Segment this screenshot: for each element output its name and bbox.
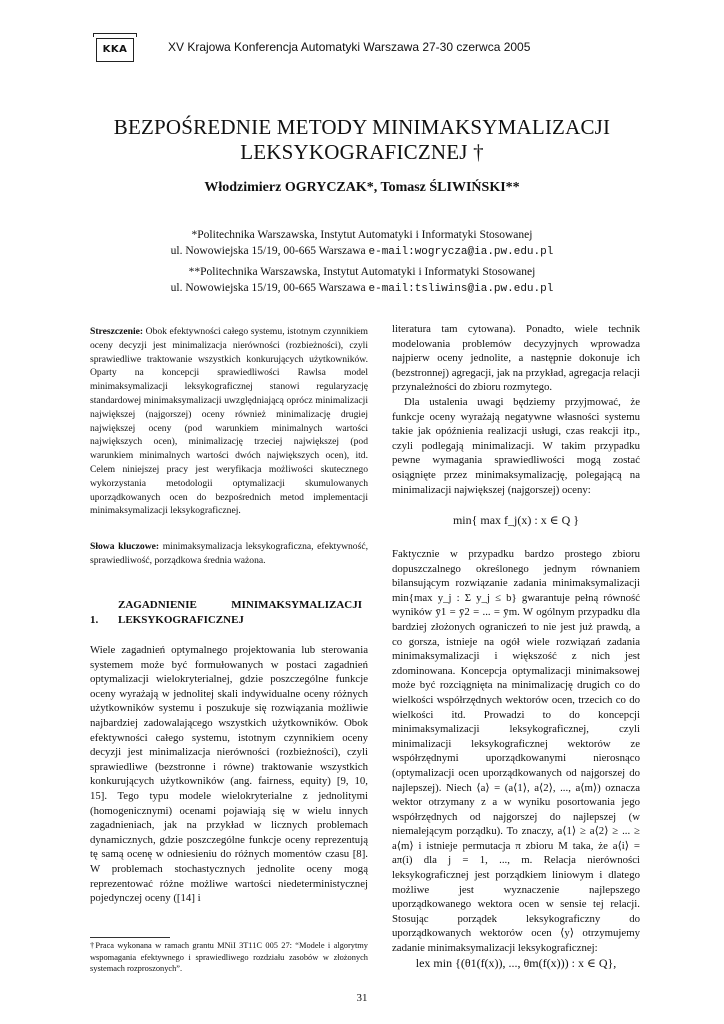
kka-logo bbox=[96, 38, 134, 62]
section-title: ZAGADNIENIE MINIMAKSYMALIZACJI LEKSYKOGRAFICZNEJ bbox=[118, 599, 362, 626]
section-number: 1. bbox=[90, 613, 99, 626]
body-right-paragraph-3: Faktycznie w przypadku bardzo prostego zbioru dopuszczalnego określonego jednym równaniem bilansującym rozwiązanie zadania minimaksymalizacji min{max y_j : Σ y_j ≤ b} gwarantuje pełną równość wyników ȳ1 = ȳ2 = ... = ȳm. W ogólnym przypadku dla bardziej złożonych ograniczeń to nie jest już prawdą, a co gorsza, istnieje na ogół wiele rozwiązań zadania minimaksymalizacji i większość z nich jest zdominowana. Koncepcja optymalizacji minimaksowej może być rozciągnięta na minimalizację drugich co do wielkości współrzędnych wektorów ocen, trzecich co do wielkości itd. Prowadzi to do koncepcji minimaksymalizacji leksykograficznej, czyli minimalizacji leksykograficznej wektorów ze współrzędnymi uporządkowanymi nierosnąco (optymalizacji ocen uporządkowanych od najgorszej do najlepszej). Niech ⟨a⟩ = (a⟨1⟩, a⟨2⟩, ..., a⟨m⟩) oznacza wektor otrzymany z a w wyniku posortowania jego współrzędnych od najgorszej do najlepszej (w niemalejącym porządku). To znaczy, a⟨1⟩ ≥ a⟨2⟩ ≥ ... ≥ a⟨m⟩ i istnieje permutacja π zbioru M taka, że a⟨i⟩ = aπ(i) dla j = 1, ..., m. Relacja nierówności leksykograficznej jest porządkiem liniowym i dlatego możliwe jest wyznaczenie najlepszego uporządkowanego wektora ocen w sensie tej relacji. Stosując porządek leksykograficzny do uporządkowanych wektorów ocen ⟨y⟩ otrzymujemy zadanie minimaksymalizacji leksykograficznej: bbox=[392, 548, 640, 955]
paper-title bbox=[0, 115, 724, 165]
affiliation-1-institution: *Politechnika Warszawska, Instytut Automatyki i Informatyki Stosowanej bbox=[191, 229, 533, 241]
title-line-1: BEZPOŚREDNIE METODY MINIMAKSYMALIZACJI bbox=[113, 115, 611, 139]
affiliation-1 bbox=[0, 227, 724, 260]
body-right-column-bottom bbox=[392, 547, 640, 956]
section-heading bbox=[90, 598, 368, 627]
equation-1: min{ max f_j(x) : x ∈ Q } bbox=[452, 513, 580, 527]
keywords-label: Słowa kluczowe: bbox=[90, 541, 160, 552]
affiliation-1-contact bbox=[0, 243, 724, 260]
affiliation-2-institution: **Politechnika Warszawska, Instytut Automatyki i Informatyki Stosowanej bbox=[188, 266, 536, 278]
authors: Włodzimierz OGRYCZAK*, Tomasz ŚLIWIŃSKI** bbox=[204, 180, 520, 195]
abstract bbox=[90, 325, 368, 518]
keywords-text: minimaksymalizacja leksykograficzna, efektywność, sprawiedliwość, porządkowa średnia ważona. bbox=[90, 541, 368, 566]
body-left-paragraph: Wiele zagadnień optymalnego projektowania lub sterowania systemem może być formułowanych w postaci zagadnień optymalizacji wielokryterialnej, gdzie poszczególne funkcje oceny wyrażają w jednolitej skali indywidualne oceny różnych użytkowników systemu i poszukuje się rozwiązania możliwie najbardziej zadowalającego wszystkich użytkowników. Obok efektywności całego systemu, istotnym czynnikiem oceny decyzji jest minimalizacja nierówności (rozbieżności), czyli sprawiedliwe (bezstronne i równe) traktowanie wszystkich konkurujących użytkowników (ang. fairness, equity) [9, 10, 15]. Tego typu modele wielokryterialne z jednolitymi (homogenicznymi) ocenami pojawiają się w wielu innych zagadnieniach, jak na przykład w licznych problemach dynamicznych, gdzie poszczególne funkcje oceny reprezentują tę samą ocenę w odniesieniu do różnych momentów czasu [8]. W problemach stochastycznych jednolite oceny mogą reprezentować różne możliwe wartości niedeterministycznej pojedynczej oceny ([14] i bbox=[90, 644, 368, 905]
affiliation-2-address: ul. Nowowiejska 15/19, 00-665 Warszawa bbox=[170, 282, 366, 294]
conference-title: XV Krajowa Konferencja Automatyki Warszawa 27-30 czerwca 2005 bbox=[168, 40, 531, 54]
body-right-paragraph-2: Dla ustalenia uwagi będziemy przyjmować, że funkcje oceny wyrażają negatywne własności systemu takie jak opóźnienia realizacji usługi, czas reakcji itp., czyli podlegają minimalizacji. W takim przypadku pewne wymagania sprawiedliwości mogą zostać osiągnięte przez minimaksymalizację, polegającą na minimalizacji największej (najgorszej) oceny: bbox=[392, 395, 640, 496]
affiliation-2-email: e-mail:tsliwins@ia.pw.edu.pl bbox=[368, 283, 554, 295]
body-right-column-top bbox=[392, 322, 640, 497]
affiliation-2 bbox=[0, 264, 724, 297]
equation-2: lex min {(θ1(f(x)), ..., θm(f(x))) : x ∈ Q}, bbox=[415, 956, 617, 970]
page-number: 31 bbox=[356, 992, 368, 1004]
keywords bbox=[90, 540, 368, 568]
conference-header bbox=[96, 36, 656, 72]
body-right-paragraph-1: literatura tam cytowana). Ponadto, wiele technik modelowania problemów decyzyjnych wprowadza najpierw oceny jednolite, a następnie dokonuje ich (bezstronnej) agregacji, jak na przykład, agregacja relacji przynależności do zbioru rozmytego. bbox=[392, 323, 640, 394]
abstract-label: Streszczenie: bbox=[90, 326, 144, 337]
title-line-2: LEKSYKOGRAFICZNEJ † bbox=[240, 140, 484, 164]
footnote: †Praca wykonana w ramach grantu MNiI 3T11C 005 27: “Modele i algorytmy wspomagania efektywnego i sprawiedliwego rozdziału zasobów w złożonych systemach rozproszonych”. bbox=[90, 941, 368, 973]
affiliation-1-address: ul. Nowowiejska 15/19, 00-665 Warszawa bbox=[170, 245, 366, 257]
logo-text: KKA bbox=[102, 44, 128, 55]
affiliation-2-contact bbox=[0, 280, 724, 297]
footnote-rule bbox=[90, 937, 170, 938]
abstract-text: Obok efektywności całego systemu, istotnym czynnikiem oceny decyzji jest minimalizacja nierówności (rozbieżności), czyli sprawiedliwe traktowanie wszystkich konkurujących użytkowników. Oparty na koncepcji sprawiedliwości Rawlsa model minimaksymalizacji leksykograficznej stanowi regularyzację standardowej minimaksymalizacji uwzględniającą oprócz minimalizacji największej (najgorszej) oceny również minimalizację drugiej największej oceny (pod warunkiem minimalnych wartości największych ocen), minimalizację trzeciej największej (pod warunkiem minimalnych wartości dwóch największych ocen), itd. Celem niniejszej pracy jest weryfikacja możliwości skutecznego wykorzystania metodologii optymalizacji skumulowanych uporządkowanych ocen do bezpośrednich metod implementacji minimaksymalizacji leksykograficznej. bbox=[90, 326, 368, 517]
body-left-column bbox=[90, 643, 368, 906]
affiliation-1-email: e-mail:wogrycza@ia.pw.edu.pl bbox=[368, 246, 554, 258]
